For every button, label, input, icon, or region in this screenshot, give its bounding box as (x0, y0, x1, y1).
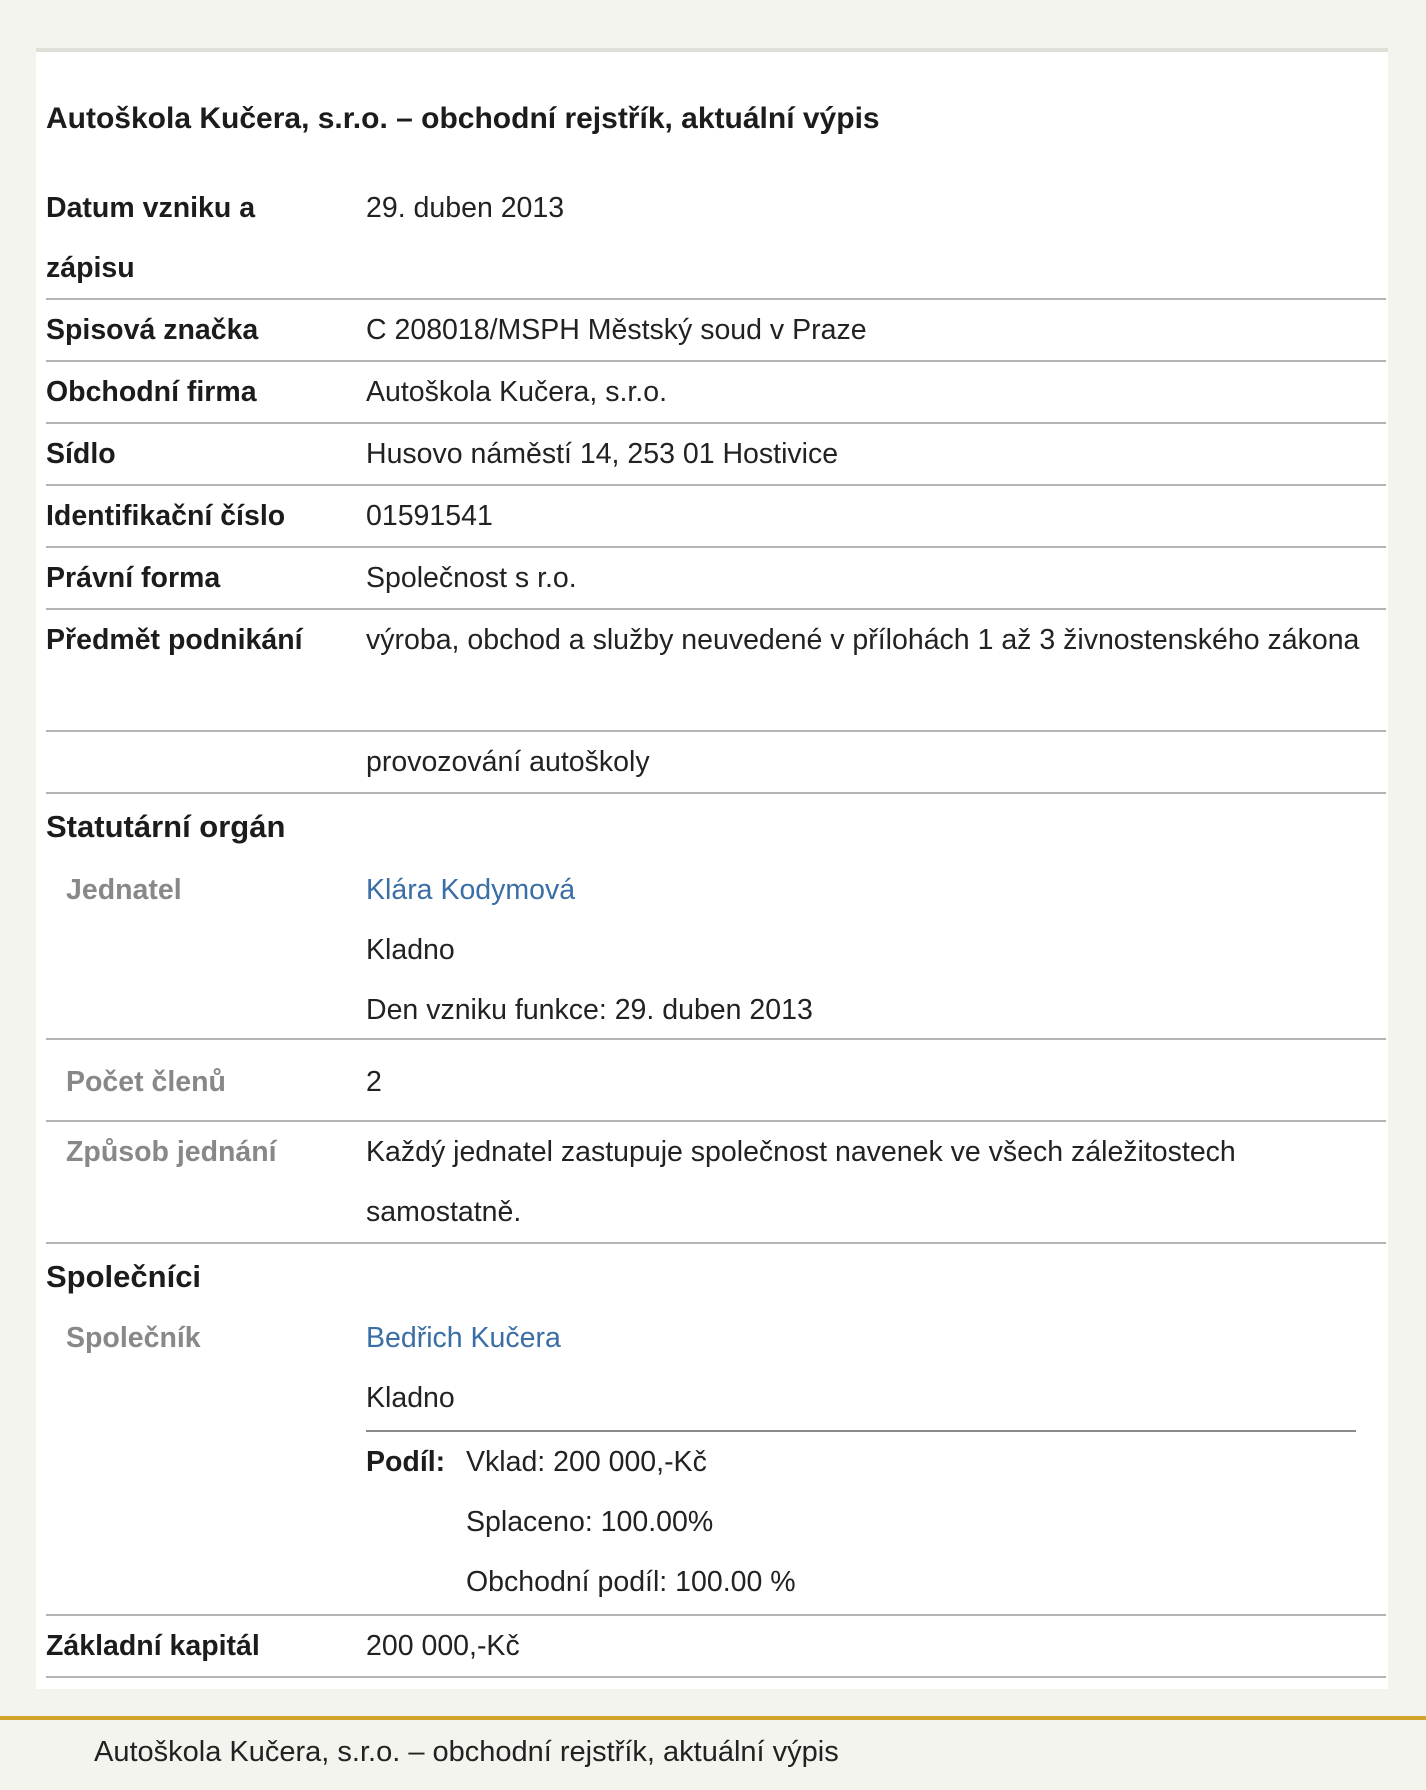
podil-obchodni: Obchodní podíl: 100.00 % (466, 1566, 796, 1598)
value-identifikacni-cislo: 01591541 (366, 500, 493, 532)
label-identifikacni-cislo: Identifikační číslo (46, 500, 286, 532)
row-sidlo (46, 424, 1386, 486)
value-obchodni-firma: Autoškola Kučera, s.r.o. (366, 376, 667, 408)
label-spolecnik: Společník (66, 1322, 201, 1354)
label-datum-vzniku: Datum vzniku a zápisu (46, 192, 256, 284)
value-datum-vzniku: 29. duben 2013 (366, 192, 565, 224)
row-zpusob-jednani (46, 1122, 1386, 1244)
label-obchodni-firma: Obchodní firma (46, 376, 257, 408)
label-zpusob-jednani: Způsob jednání (66, 1136, 277, 1168)
row-obchodni-firma (46, 362, 1386, 424)
row-spisova-znacka (46, 300, 1386, 362)
value-predmet-podnikani-1: výroba, obchod a služby neuvedené v přílohách 1 až 3 živnostenského zákona (366, 624, 1360, 656)
value-podil (466, 1432, 796, 1612)
heading-spolecnici: Společníci (46, 1259, 202, 1294)
jednatel-city: Kladno (366, 934, 455, 966)
heading-statutarni-organ: Statutární orgán (46, 809, 286, 844)
row-identifikacni-cislo (46, 486, 1386, 548)
jednatel-name-link[interactable]: Klára Kodymová (366, 874, 576, 906)
value-zakladni-kapital: 200 000,-Kč (366, 1630, 520, 1662)
spolecnik-name-link[interactable]: Bedřich Kučera (366, 1322, 561, 1354)
label-zakladni-kapital: Základní kapitál (46, 1630, 260, 1662)
row-spolecnik (46, 1308, 1386, 1616)
row-predmet-podnikani (46, 610, 1386, 732)
row-predmet-podnikani-2 (46, 732, 1386, 794)
label-pravni-forma: Právní forma (46, 562, 221, 594)
value-sidlo: Husovo náměstí 14, 253 01 Hostivice (366, 438, 839, 470)
label-spisova-znacka: Spisová značka (46, 314, 259, 346)
label-jednatel: Jednatel (66, 874, 182, 906)
row-datum-vzniku (46, 178, 1386, 300)
label-sidlo: Sídlo (46, 438, 116, 470)
page-title: Autoškola Kučera, s.r.o. – obchodní rejstřík, aktuální výpis (46, 102, 880, 135)
jednatel-since: Den vzniku funkce: 29. duben 2013 (366, 994, 813, 1026)
footer-text: Autoškola Kučera, s.r.o. – obchodní rejstřík, aktuální výpis (94, 1736, 839, 1768)
value-pravni-forma: Společnost s r.o. (366, 562, 577, 594)
registry-card (36, 48, 1388, 1689)
spolecnik-city: Kladno (366, 1382, 455, 1414)
value-zpusob-jednani: Každý jednatel zastupuje společnost navenek ve všech záležitostech samostatně. (366, 1136, 1236, 1228)
value-pocet-clenu: 2 (366, 1066, 382, 1098)
value-spisova-znacka: C 208018/MSPH Městský soud v Praze (366, 314, 867, 346)
value-predmet-podnikani-2: provozování autoškoly (366, 746, 650, 778)
podil-vklad: Vklad: 200 000,-Kč (466, 1446, 707, 1478)
podil-splaceno: Splaceno: 100.00% (466, 1506, 714, 1538)
label-predmet-podnikani: Předmět podnikání (46, 624, 303, 656)
footer-divider (0, 1716, 1426, 1720)
label-podil: Podíl: (366, 1446, 446, 1478)
row-pravni-forma (46, 548, 1386, 610)
value-spolecnik (366, 1308, 1366, 1428)
row-zakladni-kapital (46, 1616, 1386, 1678)
label-pocet-clenu: Počet členů (66, 1066, 226, 1098)
row-pocet-clenu (46, 1040, 1386, 1122)
value-jednatel (366, 860, 1366, 1040)
row-jednatel (46, 860, 1386, 1040)
